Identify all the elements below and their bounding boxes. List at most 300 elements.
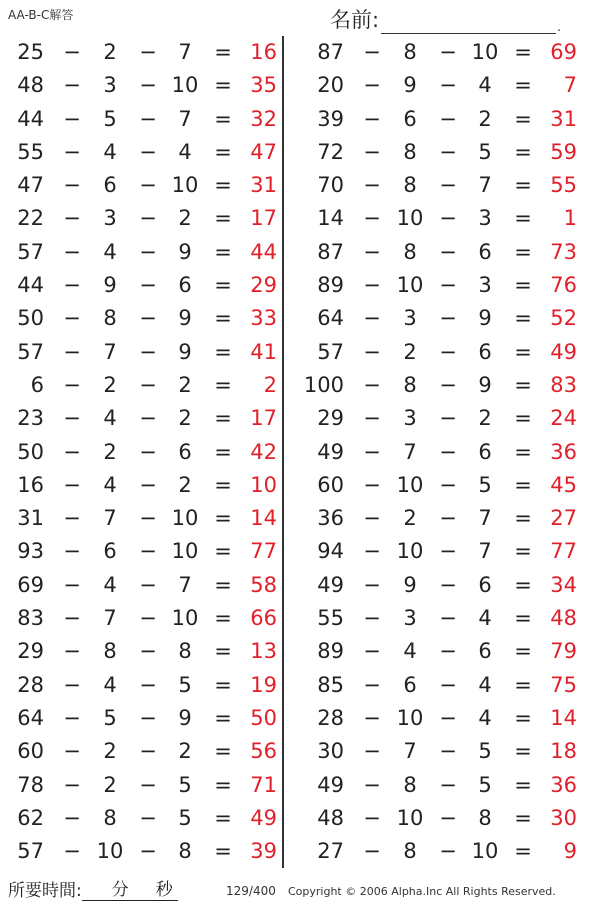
subtrahend-2: 5 [478,139,492,164]
minus-sign: − [439,206,457,231]
minuend: 60 [17,739,44,764]
left-problem-column [0,36,280,868]
minus-sign: − [363,372,381,397]
subtrahend-1: 10 [396,273,424,298]
equals-sign: = [514,472,532,497]
minus-sign: − [63,805,81,830]
seconds-unit: 秒 [155,880,173,900]
minus-sign: − [439,639,457,664]
problem-row [300,236,580,269]
minus-sign: − [139,139,157,164]
problem-row [0,602,280,635]
subtrahend-2: 6 [478,339,492,364]
equals-sign: = [214,606,232,631]
minus-sign: − [63,406,81,431]
subtrahend-1: 6 [103,539,117,564]
subtrahend-2: 7 [178,40,192,64]
equals-sign: = [514,40,532,64]
subtrahend-2: 2 [178,406,192,431]
answer: 44 [250,239,277,264]
subtrahend-2: 6 [478,439,492,464]
minus-sign: − [63,73,81,98]
answer: 49 [250,805,277,830]
minuend: 83 [17,606,44,631]
problem-row [0,369,280,402]
answer: 13 [250,639,277,664]
subtrahend-1: 8 [403,839,417,864]
subtrahend-1: 7 [103,506,117,531]
answer: 59 [550,139,577,164]
subtrahend-2: 4 [478,606,492,631]
subtrahend-1: 4 [403,639,417,664]
minuend: 93 [17,539,44,564]
answer: 24 [550,406,577,431]
minus-sign: − [363,139,381,164]
minus-sign: − [363,639,381,664]
answer: 41 [250,339,277,364]
subtrahend-2: 3 [478,206,492,231]
subtrahend-2: 3 [478,273,492,298]
answer: 30 [550,805,577,830]
problem-row [0,669,280,702]
problem-row [0,735,280,768]
minus-sign: − [363,73,381,98]
minus-sign: − [63,705,81,730]
problem-row [0,236,280,269]
minuend: 57 [317,339,344,364]
subtrahend-2: 4 [178,139,192,164]
equals-sign: = [214,572,232,597]
minus-sign: − [363,572,381,597]
subtrahend-1: 3 [103,206,117,231]
name-blank-line[interactable] [381,11,556,34]
equals-sign: = [514,273,532,298]
answer: 55 [550,173,577,198]
equals-sign: = [214,306,232,331]
minus-sign: − [439,239,457,264]
minus-sign: − [139,539,157,564]
minus-sign: − [363,40,381,64]
time-label: 所要時間: [8,881,82,901]
minus-sign: − [139,672,157,697]
subtrahend-1: 10 [396,206,424,231]
answer: 50 [250,705,277,730]
subtrahend-1: 2 [103,372,117,397]
subtrahend-2: 8 [178,839,192,864]
minus-sign: − [63,206,81,231]
minus-sign: − [63,439,81,464]
problem-row [300,635,580,668]
problem-row [0,469,280,502]
problem-row [300,469,580,502]
problem-row [0,302,280,335]
equals-sign: = [214,206,232,231]
subtrahend-2: 10 [171,73,199,98]
subtrahend-2: 5 [478,472,492,497]
minus-sign: − [139,73,157,98]
problem-row [300,602,580,635]
minus-sign: − [363,839,381,864]
subtrahend-2: 6 [478,572,492,597]
answer: 9 [563,839,577,864]
equals-sign: = [514,772,532,797]
minuend: 49 [317,772,344,797]
minus-sign: − [63,306,81,331]
subtrahend-1: 3 [103,73,117,98]
subtrahend-1: 7 [103,339,117,364]
subtrahend-1: 4 [103,239,117,264]
minus-sign: − [63,239,81,264]
answer: 71 [250,772,277,797]
problem-row [0,169,280,202]
subtrahend-2: 5 [478,739,492,764]
minuend: 16 [17,472,44,497]
problem-row [300,436,580,469]
equals-sign: = [214,639,232,664]
answer: 18 [550,739,577,764]
problem-row [0,535,280,568]
equals-sign: = [514,73,532,98]
right-problem-column [300,36,580,868]
minus-sign: − [63,739,81,764]
subtrahend-1: 7 [403,739,417,764]
minus-sign: − [363,506,381,531]
minus-sign: − [139,273,157,298]
minus-sign: − [139,606,157,631]
minuend: 14 [317,206,344,231]
answer: 1 [563,206,577,231]
subtrahend-2: 2 [478,106,492,131]
minus-sign: − [139,705,157,730]
minuend: 87 [317,40,344,64]
problem-row [0,569,280,602]
subtrahend-2: 9 [178,705,192,730]
minuend: 25 [17,40,44,64]
subtrahend-2: 2 [178,472,192,497]
problem-row [0,202,280,235]
problem-row [300,402,580,435]
minuend: 28 [17,672,44,697]
minus-sign: − [439,472,457,497]
problem-row [300,569,580,602]
equals-sign: = [514,306,532,331]
subtrahend-1: 2 [103,772,117,797]
minus-sign: − [363,239,381,264]
answer: 34 [550,572,577,597]
subtrahend-1: 8 [403,772,417,797]
equals-sign: = [514,539,532,564]
answer: 42 [250,439,277,464]
minus-sign: − [439,672,457,697]
answer: 31 [550,106,577,131]
minus-sign: − [439,406,457,431]
sheet-title: AA-B-C解答 [8,8,74,22]
minuend: 64 [17,705,44,730]
problem-row [300,369,580,402]
subtrahend-2: 7 [478,173,492,198]
subtrahend-2: 10 [171,539,199,564]
minus-sign: − [63,672,81,697]
answer: 32 [250,106,277,131]
subtrahend-1: 4 [103,139,117,164]
minuend: 39 [317,106,344,131]
answer: 17 [250,406,277,431]
equals-sign: = [214,372,232,397]
minuend: 44 [17,106,44,131]
minuend: 29 [317,406,344,431]
problem-row [0,835,280,868]
minuend: 94 [317,539,344,564]
minus-sign: − [63,639,81,664]
minuend: 89 [317,639,344,664]
subtrahend-2: 7 [178,106,192,131]
problem-row [300,269,580,302]
time-field [8,876,178,901]
time-blank[interactable] [82,882,178,901]
minus-sign: − [139,739,157,764]
subtrahend-2: 9 [478,306,492,331]
minus-sign: − [439,739,457,764]
equals-sign: = [514,606,532,631]
answer: 76 [550,273,577,298]
subtrahend-1: 4 [103,406,117,431]
minus-sign: − [439,439,457,464]
equals-sign: = [514,705,532,730]
minuend: 28 [317,705,344,730]
minus-sign: − [63,106,81,131]
equals-sign: = [214,339,232,364]
minus-sign: − [363,606,381,631]
name-label: 名前: [330,8,380,32]
subtrahend-1: 2 [103,439,117,464]
answer: 77 [250,539,277,564]
equals-sign: = [214,705,232,730]
name-field[interactable] [330,4,561,34]
equals-sign: = [514,339,532,364]
equals-sign: = [514,206,532,231]
minus-sign: − [63,339,81,364]
problem-row [0,635,280,668]
minuend: 50 [17,439,44,464]
problem-row [300,103,580,136]
subtrahend-1: 4 [103,572,117,597]
subtrahend-2: 6 [178,273,192,298]
minuend: 87 [317,239,344,264]
equals-sign: = [214,40,232,64]
answer: 75 [550,672,577,697]
answer: 83 [550,372,577,397]
subtrahend-1: 5 [103,705,117,730]
equals-sign: = [214,173,232,198]
subtrahend-2: 2 [478,406,492,431]
subtrahend-2: 5 [178,772,192,797]
minus-sign: − [63,539,81,564]
equals-sign: = [214,239,232,264]
problem-row [300,136,580,169]
answer: 14 [250,506,277,531]
equals-sign: = [214,139,232,164]
subtrahend-1: 8 [403,139,417,164]
minus-sign: − [439,772,457,797]
equals-sign: = [514,672,532,697]
problem-row [300,769,580,802]
minus-sign: − [439,73,457,98]
minus-sign: − [139,506,157,531]
minus-sign: − [363,672,381,697]
minus-sign: − [363,206,381,231]
subtrahend-2: 2 [178,206,192,231]
minus-sign: − [63,572,81,597]
minus-sign: − [63,273,81,298]
equals-sign: = [214,106,232,131]
minuend: 89 [317,273,344,298]
minus-sign: − [439,339,457,364]
subtrahend-1: 9 [103,273,117,298]
minus-sign: − [439,705,457,730]
problem-row [300,535,580,568]
equals-sign: = [214,506,232,531]
subtrahend-1: 9 [403,572,417,597]
subtrahend-1: 2 [403,506,417,531]
minus-sign: − [363,406,381,431]
answer: 69 [550,40,577,64]
subtrahend-1: 3 [403,306,417,331]
answer: 45 [550,472,577,497]
equals-sign: = [214,672,232,697]
answer: 19 [250,672,277,697]
problem-row [0,802,280,835]
minuend: 60 [317,472,344,497]
minuend: 49 [317,572,344,597]
answer: 10 [250,472,277,497]
subtrahend-1: 8 [403,40,417,64]
subtrahend-1: 8 [403,239,417,264]
minuend: 72 [317,139,344,164]
minus-sign: − [439,572,457,597]
subtrahend-2: 6 [478,239,492,264]
minuend: 23 [17,406,44,431]
minus-sign: − [63,139,81,164]
problem-row [0,36,280,69]
answer: 35 [250,73,277,98]
minuend: 85 [317,672,344,697]
minus-sign: − [363,705,381,730]
copyright-notice: Copyright © 2006 Alpha.Inc All Rights Reserved. [288,885,556,898]
subtrahend-2: 2 [178,372,192,397]
equals-sign: = [214,472,232,497]
problem-row [300,36,580,69]
minus-sign: − [63,772,81,797]
minuend: 70 [317,173,344,198]
equals-sign: = [514,805,532,830]
minuend: 62 [17,805,44,830]
subtrahend-2: 10 [171,506,199,531]
problem-row [300,835,580,868]
answer: 79 [550,639,577,664]
equals-sign: = [514,372,532,397]
minus-sign: − [63,506,81,531]
subtrahend-1: 10 [396,805,424,830]
equals-sign: = [214,839,232,864]
subtrahend-2: 5 [478,772,492,797]
equals-sign: = [214,739,232,764]
minus-sign: − [439,606,457,631]
subtrahend-2: 8 [478,805,492,830]
answer: 36 [550,772,577,797]
problem-row [0,269,280,302]
answer: 14 [550,705,577,730]
minus-sign: − [139,772,157,797]
answer: 29 [250,273,277,298]
minus-sign: − [363,739,381,764]
subtrahend-1: 9 [403,73,417,98]
problem-row [0,502,280,535]
subtrahend-2: 10 [171,173,199,198]
subtrahend-2: 7 [478,539,492,564]
minuend: 57 [17,339,44,364]
subtrahend-2: 5 [178,805,192,830]
equals-sign: = [214,73,232,98]
minuend: 55 [17,139,44,164]
minuend: 48 [17,73,44,98]
answer: 73 [550,239,577,264]
problem-row [300,702,580,735]
problem-row [0,702,280,735]
minuend: 69 [17,572,44,597]
subtrahend-2: 9 [178,339,192,364]
minus-sign: − [363,106,381,131]
minus-sign: − [439,106,457,131]
name-dot: . [557,20,561,34]
minuend: 57 [17,239,44,264]
minus-sign: − [139,106,157,131]
equals-sign: = [514,506,532,531]
subtrahend-2: 10 [171,606,199,631]
subtrahend-2: 2 [178,739,192,764]
answer: 48 [550,606,577,631]
minutes-unit: 分 [111,880,129,900]
subtrahend-2: 7 [478,506,492,531]
minus-sign: − [363,306,381,331]
equals-sign: = [214,406,232,431]
minus-sign: − [363,173,381,198]
problem-row [300,502,580,535]
subtrahend-1: 8 [103,805,117,830]
subtrahend-1: 7 [103,606,117,631]
column-divider [282,36,284,868]
equals-sign: = [214,772,232,797]
answer: 52 [550,306,577,331]
problem-row [0,769,280,802]
minus-sign: − [439,306,457,331]
minuend: 6 [30,372,44,397]
minus-sign: − [439,372,457,397]
subtrahend-2: 7 [178,572,192,597]
problem-row [300,69,580,102]
minuend: 48 [317,805,344,830]
minus-sign: − [363,772,381,797]
problem-row [300,202,580,235]
answer: 47 [250,139,277,164]
minus-sign: − [139,306,157,331]
minus-sign: − [363,273,381,298]
problem-row [0,402,280,435]
answer: 39 [250,839,277,864]
equals-sign: = [214,273,232,298]
minuend: 27 [317,839,344,864]
minuend: 49 [317,439,344,464]
minus-sign: − [139,339,157,364]
